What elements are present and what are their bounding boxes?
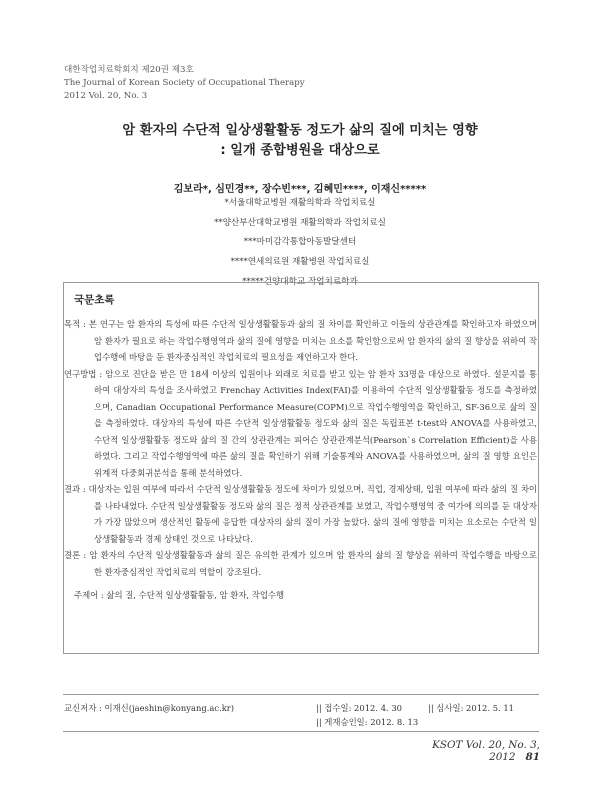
page-footer <box>380 739 540 763</box>
author-list: 김보라*, 심민경**, 장수빈***, 김혜민****, 이재신***** <box>173 184 427 195</box>
journal-english-name: The Journal of Korean Society of Occupational Therapy <box>64 78 305 88</box>
affiliation-2: **양산부산대학교병원 재활의학과 작업치료실 <box>214 217 386 228</box>
abstract-method: 연구방법 : 암으로 진단을 받은 만 18세 이상의 입원이나 외래로 치료를 받고 있는 암 환자 33명을 대상으로 하였다. 설문지를 통하여 대상자의 특성을 조사하였고 Frenchay Activities Index(FAI)를 이용하여 수단적 일상생활활동 정도를 측정하였으며, Canadian Occupational Performance Measure(COPM)으로 작업수행영역을 확인하고, SF-36으로 삶의 질을 측정하였다. 대상자의 특성에 따른 수단적 일상생활활동 정도와 삶의 질은 독립표본 t-test와 ANOVA를 사용하였고, 수단적 일상생활활동 정도와 삶의 질 간의 상관관계는 피어슨 상관관계분석(Pearson`s Correlation Efficient)을 사용하였다. 그리고 작업수행영역에 따른 삶의 질을 확인하기 위해 기술통계와 ANOVA를 사용하였으며, 삶의 질 영향 요인은 위계적 다중회귀분석을 통해 분석하였다. <box>64 368 537 478</box>
footer-top-rule <box>63 694 539 695</box>
abstract-conclusion: 결론 : 암 환자의 수단적 일상생활활동과 삶의 질은 유의한 관계가 있으며 암 환자의 삶의 질 향상을 위하여 작업수행을 바탕으로 한 환자중심적인 작업치료의 역할이 강조된다. <box>64 550 537 577</box>
affiliation-5: *****건양대학교 작업치료학과 <box>242 276 358 287</box>
abstract-results: 결과 : 대상자는 입원 여부에 따라서 수단적 일상생활활동 정도에 차이가 있었으며, 직업, 경제상태, 입원 여부에 따라 삶의 질 차이를 나타내었다. 수단적 일상생활활동 정도와 삶의 질은 정적 상관관계를 보였고, 작업수행영역 중 여가에 의의를 둔 대상자가 가장 많았으며 생산적인 활동에 응답한 대상자의 삶의 질이 가장 높았다. 삶의 질에 영향을 미치는 요소로는 수단적 일상생활활동과 경제 상태인 것으로 나타났다. <box>64 484 537 544</box>
journal-korean-name: 대한작업치료학회지 제20권 제3호 <box>64 65 194 75</box>
abstract-purpose: 목적 : 본 연구는 암 환자의 특성에 따른 수단적 일상생활활동과 삶의 질 차이를 확인하고 이들의 상관관계를 확인하고자 하였으며 암 환자가 필요로 하는 작업수행영역과 삶의 질에 영향을 미치는 요소를 확인함으로써 암 환자의 삶의 질 향상을 위하여 작업수행에 바탕을 둔 환자중심적인 작업치료의 필요성을 제언하고자 한다. <box>64 319 537 362</box>
title-line-2: : 일개 종합병원을 대상으로 <box>220 143 380 158</box>
abstract-heading: 국문초록 <box>74 294 115 306</box>
affiliation-1: *서울대학교병원 재활의학과 작업치료실 <box>224 198 376 208</box>
keywords: 주제어 : 삶의 질, 수단적 일상생활활동, 암 환자, 작업수행 <box>74 590 285 600</box>
affiliation-3: ***마미감각통합아동발달센터 <box>243 237 357 248</box>
journal-header <box>64 64 305 103</box>
affiliation-4: ****연세의료원 재활병원 작업치료실 <box>230 257 370 268</box>
received-date: || 접수일: 2012. 4. 30 <box>316 703 403 713</box>
footer-journal: KSOT Vol. 20, No. 3, 2012 <box>432 739 540 763</box>
footer-bottom-rule <box>63 731 539 732</box>
corresponding-author: 교신저자 : 이재신(jaeshin@konyang.ac.kr) <box>64 703 235 713</box>
journal-issue: 2012 Vol. 20, No. 3 <box>64 91 148 101</box>
reviewed-date: || 심사일: 2012. 5. 11 <box>428 703 515 713</box>
abstract-body <box>64 316 537 580</box>
accepted-date: || 게재승인일: 2012. 8. 13 <box>316 717 419 727</box>
page-number: 81 <box>525 751 540 763</box>
title-line-1: 암 환자의 수단적 일상생활활동 정도가 삶의 질에 미치는 영향 <box>122 123 478 138</box>
paper-title <box>0 121 600 161</box>
affiliations <box>0 194 600 293</box>
